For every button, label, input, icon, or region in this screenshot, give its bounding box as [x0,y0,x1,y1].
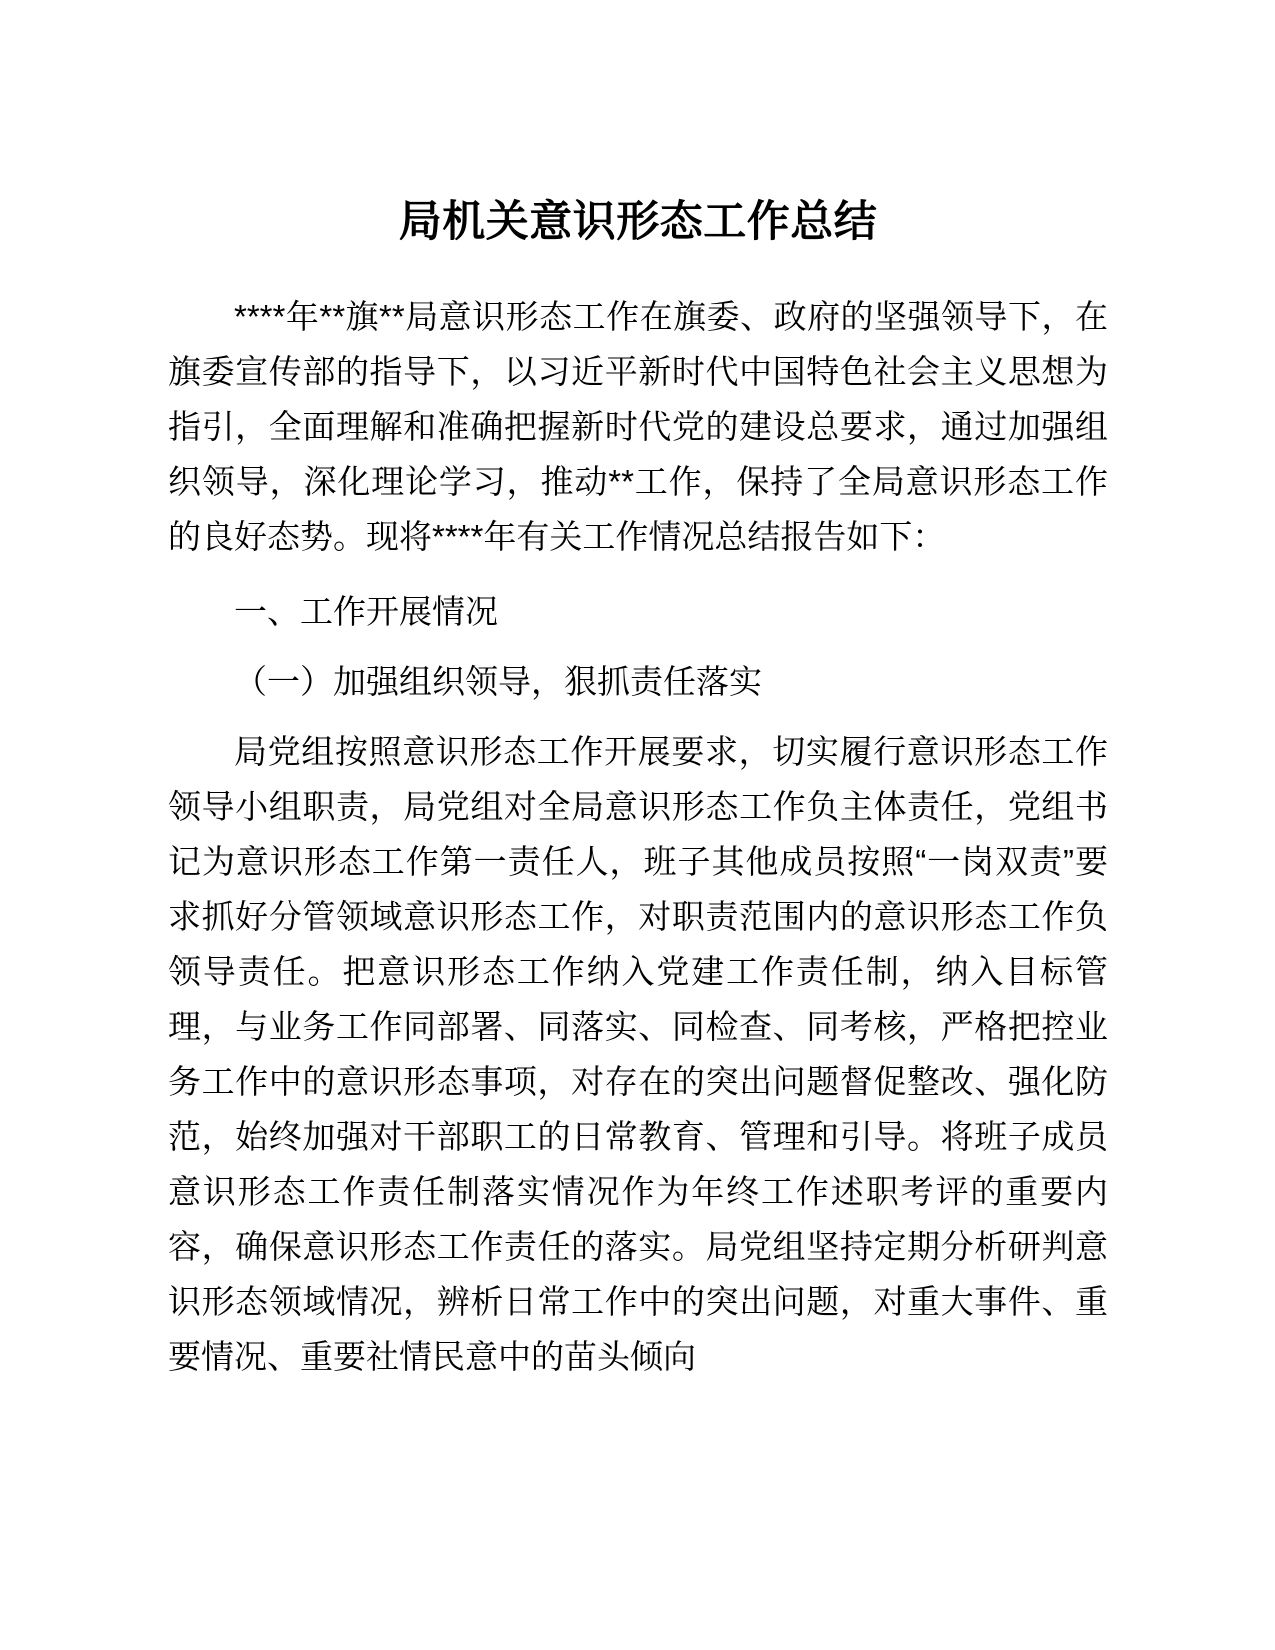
subsection-heading-one: （一）加强组织领导，狠抓责任落实 [234,662,762,700]
body-paragraph-one: 局党组按照意识形态工作开展要求，切实履行意识形态工作领导小组职责，局党组对全局意识形态工作负主体责任，党组书记为意识形态工作第一责任人，班子其他成员按照“一岗双责”要求抓好分管领域意识形态工作，对职责范围内的意识形态工作负领导责任。把意识形态工作纳入党建工作责任制，纳入目标管理，与业务工作同部署、同落实、同检查、同考核，严格把控业务工作中的意识形态事项，对存在的突出问题督促整改、强化防范，始终加强对干部职工的日常教育、管理和引导。将班子成员意识形态工作责任制落实情况作为年终工作述职考评的重要内容，确保意识形态工作责任的落实。局党组坚持定期分析研判意识形态领域情况，辨析日常工作中的突出问题，对重大事件、重要情况、重要社情民意中的苗头倾向 [168,732,1108,1375]
intro-paragraph: ****年**旗**局意识形态工作在旗委、政府的坚强领导下，在旗委宣传部的指导下，以习近平新时代中国特色社会主义思想为指引，全面理解和准确把握新时代党的建设总要求，通过加强组织领导，深化理论学习，推动**工作，保持了全局意识形态工作的良好态势。现将****年有关工作情况总结报告如下： [168,297,1108,555]
page-title: 局机关意识形态工作总结 [398,198,878,246]
section-heading-one: 一、工作开展情况 [234,592,498,630]
document-content-column [168,0,1108,1384]
